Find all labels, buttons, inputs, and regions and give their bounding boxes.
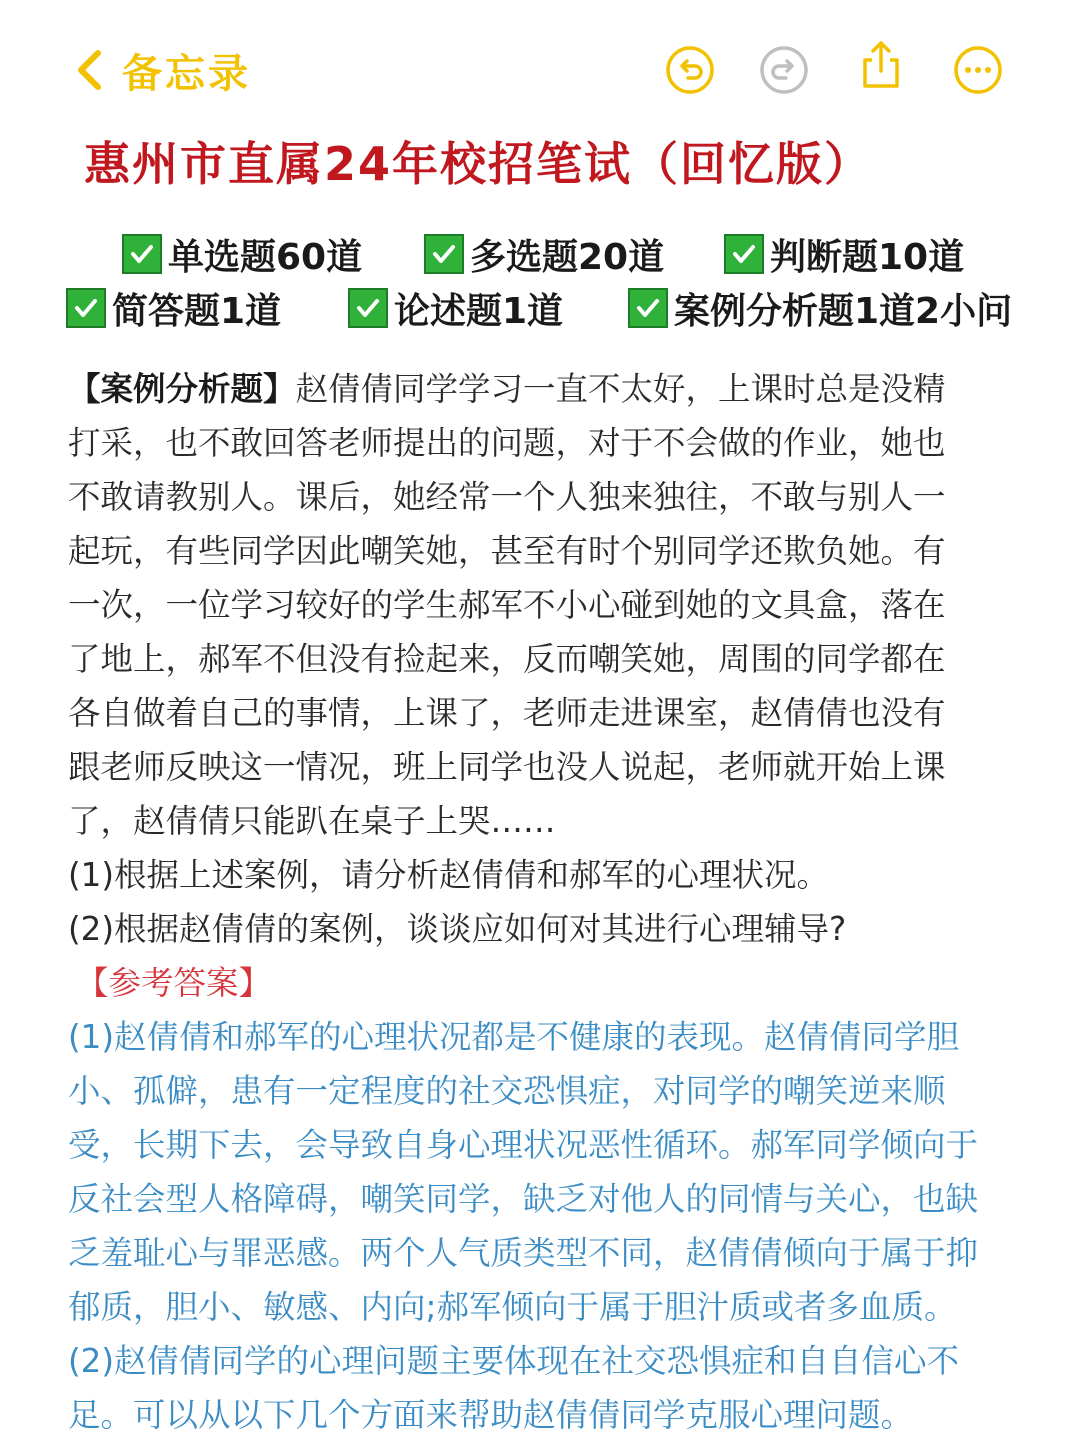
case-question: (2)根据赵倩倩的案例，谈谈应如何对其进行心理辅导? [68, 910, 847, 948]
question-type-item [122, 228, 362, 280]
case-line: 起玩，有些同学因此嘲笑她，甚至有时个别同学还欺负她。有 [68, 532, 946, 570]
case-line: 跟老师反映这一情况，班上同学也没人说起，老师就开始上课 [68, 748, 946, 786]
undo-button[interactable] [664, 44, 716, 96]
redo-button[interactable] [758, 44, 810, 96]
check-box-icon [348, 288, 388, 328]
check-box-icon [424, 234, 464, 274]
question-type-item [724, 228, 964, 280]
answer-line: (1)赵倩倩和郝军的心理状况都是不健康的表现。赵倩倩同学胆 [68, 1018, 960, 1056]
case-question: (1)根据上述案例，请分析赵倩倩和郝军的心理状况。 [68, 856, 830, 894]
question-type-label: 案例分析题1道2小问 [674, 290, 1013, 332]
chevron-left-icon [72, 45, 106, 95]
check-box-icon [628, 288, 668, 328]
question-type-label: 论述题1道 [394, 290, 564, 332]
answer-line: 足。可以从以下几个方面来帮助赵倩倩同学克服心理问题。 [68, 1396, 914, 1434]
question-type-label: 多选题20道 [470, 236, 665, 278]
nav-bar [0, 0, 1080, 140]
answer-line: 乏羞耻心与罪恶感。两个人气质类型不同，赵倩倩倾向于属于抑 [68, 1234, 979, 1272]
question-type-label: 简答题1道 [112, 290, 282, 332]
more-button[interactable] [952, 44, 1004, 96]
undo-icon [664, 44, 716, 96]
case-line: 不敢请教别人。课后，她经常一个人独来独往，不敢与别人一 [68, 478, 946, 516]
back-label: 备忘录 [122, 50, 251, 97]
answer-line: 反社会型人格障碍，嘲笑同学，缺乏对他人的同情与关心，也缺 [68, 1180, 979, 1218]
case-line: 一次，一位学习较好的学生郝军不小心碰到她的文具盒，落在 [68, 586, 946, 624]
answer-line: 小、孤僻，患有一定程度的社交恐惧症，对同学的嘲笑逆来顺 [68, 1072, 946, 1110]
answer-line: (2)赵倩倩同学的心理问题主要体现在社交恐惧症和自自信心不 [68, 1342, 960, 1380]
case-line: 了，赵倩倩只能趴在桌子上哭…… [68, 802, 556, 840]
case-heading: 【案例分析题】 [68, 370, 296, 408]
case-line: 打采，也不敢回答老师提出的问题，对于不会做的作业，她也 [68, 424, 946, 462]
question-type-label: 判断题10道 [770, 236, 965, 278]
case-line [68, 362, 946, 416]
redo-icon [758, 44, 810, 96]
answer-line: 郁质，胆小、敏感、内向;郝军倾向于属于胆汁质或者多血质。 [68, 1288, 957, 1326]
question-type-item [66, 282, 281, 334]
answer-heading: 【参考答案】 [76, 964, 272, 1002]
share-button[interactable] [855, 38, 907, 90]
answer-line: 受，长期下去，会导致自身心理状况恶性循环。郝军同学倾向于 [68, 1126, 979, 1164]
check-box-icon [724, 234, 764, 274]
check-box-icon [122, 234, 162, 274]
question-type-label: 单选题60道 [168, 236, 363, 278]
case-line: 各自做着自己的事情，上课了，老师走进课室，赵倩倩也没有 [68, 694, 946, 732]
share-icon [855, 38, 907, 90]
question-type-item [628, 282, 1012, 334]
check-box-icon [66, 288, 106, 328]
case-line: 了地上，郝军不但没有捡起来，反而嘲笑她，周围的同学都在 [68, 640, 946, 678]
question-type-item [424, 228, 664, 280]
back-button[interactable] [72, 40, 251, 100]
case-text: 赵倩倩同学学习一直不太好，上课时总是没精 [295, 370, 946, 408]
note-title: 惠州市直属24年校招笔试（回忆版） [84, 137, 873, 191]
question-type-item [348, 282, 563, 334]
more-icon [952, 44, 1004, 96]
